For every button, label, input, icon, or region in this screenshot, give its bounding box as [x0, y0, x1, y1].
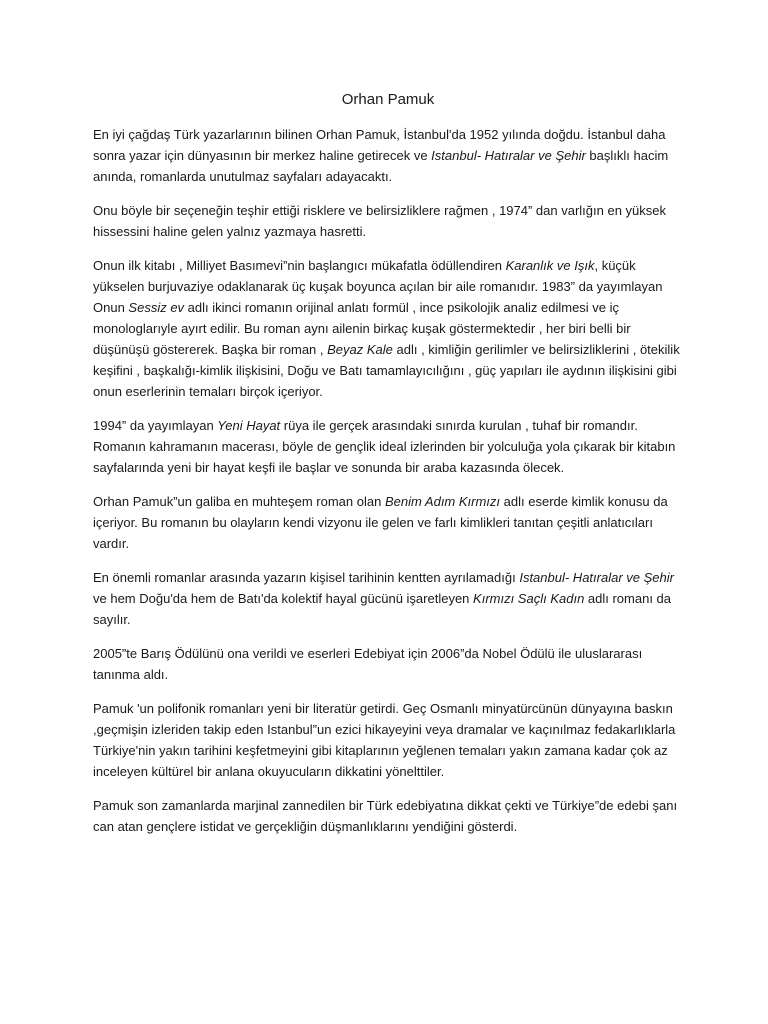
paragraph — [93, 698, 683, 782]
paragraph-text: En iyi çağdaş Türk yazarlarının bilinen Orhan Pamuk, İstanbul'da 1952 yılında doğdu. İstanbul daha sonra yazar için dünyasının bir merkez haline getirecek ve — [93, 127, 666, 163]
italic-title-text: Istanbul- Hatıralar ve Şehir — [431, 148, 586, 163]
paragraph — [93, 255, 683, 402]
paragraph-text: 1994” da yayımlayan — [93, 418, 218, 433]
paragraph — [93, 567, 683, 630]
paragraph — [93, 124, 683, 187]
paragraph-text: Pamuk son zamanlarda marjinal zannedilen bir Türk edebiyatına dikkat çekti ve Türkiye”de edebi şanı can atan gençlere istidat ve gerçekliğin düşmanlıklarını yendiğini gösterdi. — [93, 798, 678, 834]
italic-title-text: Istanbul- Hatıralar ve Şehir — [519, 570, 674, 585]
paragraph — [93, 795, 683, 837]
paragraph-text: ve hem Doğu'da hem de Batı'da kolektif hayal gücünü işaretleyen — [93, 591, 474, 606]
paragraph — [93, 643, 683, 685]
italic-title-text: Yeni Hayat — [217, 418, 281, 433]
italic-title-text: Benim Adım Kırmızı — [384, 494, 501, 509]
paragraph-text: Orhan Pamuk”un galiba en muhteşem roman olan — [93, 494, 385, 509]
italic-title-text: Kırmızı Saçlı Kadın — [473, 591, 585, 606]
italic-title-text: Beyaz Kale — [327, 342, 393, 357]
paragraph — [93, 491, 683, 554]
document-page — [93, 90, 683, 850]
paragraph-text: adlı romanı da sayılır. — [93, 591, 672, 627]
paragraph-text: , küçük yükselen burjuvaziye odaklanarak üç kuşak boyunca açılan bir aile romanıdır. 1983” da yayımlayan Onun — [93, 258, 663, 315]
italic-title-text: Karanlık ve Işık — [505, 258, 595, 273]
document-body — [93, 124, 683, 837]
paragraph-text: En önemli romanlar arasında yazarın kişisel tarihinin kentten ayrılamadığı — [93, 570, 520, 585]
paragraph-text: adlı eserde kimlik konusu da içeriyor. Bu romanın bu olayların kendi vizyonu ile gelen ve farlı kimlikleri tanıtan çeşitli anlatıcıları vardır. — [93, 494, 668, 551]
paragraph — [93, 415, 683, 478]
paragraph-text: Onun ilk kitabı , Milliyet Basımevi”nin başlangıcı mükafatla ödüllendiren — [93, 258, 506, 273]
italic-title-text: Sessiz ev — [128, 300, 185, 315]
paragraph-text: Onu böyle bir seçeneğin teşhir ettiği risklere ve belirsizliklere rağmen , 1974” dan varlığın en yüksek hissessini haline gelen yalnız yazmaya hasretti. — [93, 203, 667, 239]
document-title: Orhan Pamuk — [341, 91, 435, 108]
paragraph-text: adlı ikinci romanın orijinal anlatı formül , ince psikolojik analiz edilmesi ve iç monologlarıyle ayırt edilir. Bu roman aynı ailenin birkaç kuşak göstermektedir , her biri belli bir düşünüşü göstererek. Başka bir roman , — [93, 300, 631, 357]
paragraph — [93, 200, 683, 242]
paragraph-text: adlı , kimliğin gerilimler ve belirsizliklerini , ötekilik keşifini , başkalığı-kimlik ilişkisini, Doğu ve Batı tamamlayıcılığını , güç yapıları ile aydının ilişkisini gibi onun eserlerinin temaları birçok içeriyor. — [93, 342, 680, 399]
paragraph-text: 2005”te Barış Ödülünü ona verildi ve eserleri Edebiyat için 2006”da Nobel Ödülü ile uluslararası tanınma aldı. — [93, 646, 643, 682]
paragraph-text: rüya ile gerçek arasındaki sınırda kurulan , tuhaf bir romandır. Romanın kahramanın macerası, böyle de gençlik ideal izlerinden bir yolculuğa yola çıkarak bir kitabın sayfalarında yeni bir hayat keşfi ile başlar ve sonunda bir araba kazasında ölecek. — [93, 418, 676, 475]
paragraph-text: başlıklı hacim anında, romanlarda unutulmaz sayfaları adayacaktı. — [93, 148, 669, 184]
paragraph-text: Pamuk 'un polifonik romanları yeni bir literatür getirdi. Geç Osmanlı minyatürcünün dünyayına baskın ,geçmişin izleriden takip eden Istanbul”un ezici hikayeyini veya dramalar ve kaçınılmaz fedakarlıklarla Türkiye'nin yakın tarihini keşfetmeyini gibi kitaplarının yeğlenen temaları yakın zamana kadar çok az inceleyen kültürel bir anlana okuyucuların dikkatini yönelttiler. — [93, 701, 676, 779]
